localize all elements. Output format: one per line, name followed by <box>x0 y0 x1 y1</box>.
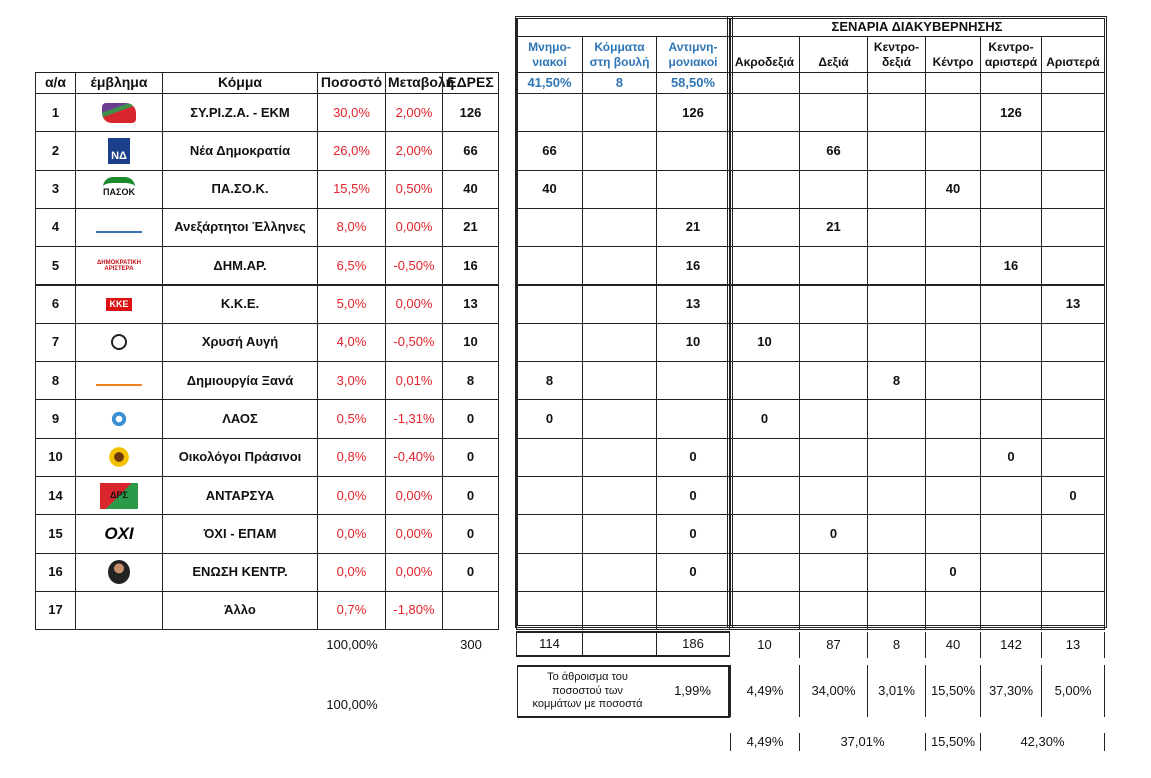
change: -0,50% <box>385 246 443 285</box>
logo-text: ΔΗΜΟΚΡΑΤΙΚΗ ΑΡΙΣΤΕΡΑ <box>96 259 142 272</box>
percentage: 6,5% <box>317 246 386 285</box>
percentage: 26,0% <box>317 131 386 170</box>
dimar-logo-icon <box>96 254 142 278</box>
change: -0,40% <box>385 438 443 477</box>
party-name: Δημιουργία Ξανά <box>162 361 318 400</box>
emblem-cell <box>75 476 163 515</box>
row-number: 1 <box>35 93 76 132</box>
row-number: 2 <box>35 131 76 170</box>
change: 0,50% <box>385 170 443 209</box>
scenario-seats: 13 <box>1041 285 1105 324</box>
scenario-total: 8 <box>868 632 926 658</box>
scenario-percentage: 15,50% <box>926 665 981 717</box>
change: 0,00% <box>385 208 443 247</box>
row-number: 4 <box>35 208 76 247</box>
bloc-seats: 16 <box>656 246 730 285</box>
row-number: 15 <box>35 514 76 553</box>
header-percentage: Ποσοστό <box>317 72 386 94</box>
change: -1,80% <box>385 591 443 630</box>
kke-logo-icon <box>106 298 132 311</box>
scenario-seats: 40 <box>925 170 981 209</box>
bloc-seats: 21 <box>656 208 730 247</box>
seats <box>442 591 499 630</box>
emblem-cell <box>75 246 163 285</box>
grouped-percentage: 4,49% <box>730 733 800 751</box>
scenario-seats: 66 <box>799 131 868 170</box>
emblem-cell <box>75 399 163 438</box>
scenario-seats: 21 <box>799 208 868 247</box>
scenario-group-title: ΣΕΝΑΡΙΑ ΔΙΑΚΥΒΕΡΝΗΣΗΣ <box>729 18 1105 37</box>
seats: 8 <box>442 361 499 400</box>
scenario-seats: 8 <box>867 361 926 400</box>
scenario-seats: 16 <box>980 246 1042 285</box>
bloc-value: 41,50% <box>516 72 583 94</box>
sum-note: Το άθροισμα του ποσοστού των κομμάτων με ποσοστά <box>517 665 657 718</box>
logo-text: ΚΚΕ <box>109 298 129 309</box>
seats: 40 <box>442 170 499 209</box>
party-name: ΔΗΜ.ΑΡ. <box>162 246 318 285</box>
bloc-header: Μνημο- νιακοί <box>516 36 583 73</box>
change: 0,00% <box>385 553 443 592</box>
emblem-cell <box>75 591 163 630</box>
scenario-header: Κεντρο- αριστερά <box>980 36 1042 73</box>
change: 0,00% <box>385 476 443 515</box>
scenario-seats: 126 <box>980 93 1042 132</box>
percentage: 0,5% <box>317 399 386 438</box>
scenario-seats: 0 <box>729 399 800 438</box>
antarsya-logo-icon <box>100 483 138 509</box>
emblem-cell <box>75 131 163 170</box>
total-seats: 300 <box>460 636 482 652</box>
bloc-header: Αντιμνη- μονιακοί <box>656 36 730 73</box>
header-row-number: α/α <box>35 72 76 94</box>
dimiourgia-logo-icon <box>96 376 142 386</box>
bloc-total <box>582 631 657 657</box>
bloc-seats: 0 <box>656 438 730 477</box>
logo-text: ΝΔ <box>111 150 127 163</box>
oxi-logo-icon <box>99 522 139 546</box>
emblem-cell <box>75 361 163 400</box>
anel-logo-icon <box>96 223 142 233</box>
double-border <box>515 16 1107 628</box>
bloc-seats: 40 <box>516 170 583 209</box>
seats: 0 <box>442 514 499 553</box>
percentage: 30,0% <box>317 93 386 132</box>
seats: 21 <box>442 208 499 247</box>
scenario-seats: 10 <box>729 323 800 362</box>
percentage: 0,0% <box>317 514 386 553</box>
bloc-seats: 66 <box>516 131 583 170</box>
row-number: 17 <box>35 591 76 630</box>
bloc-header: Κόμματα στη βουλή <box>582 36 657 73</box>
emblem-cell <box>75 93 163 132</box>
bloc-seats: 0 <box>516 399 583 438</box>
header-change: Μεταβολή <box>385 72 443 94</box>
party-name: Νέα Δημοκρατία <box>162 131 318 170</box>
change: 2,00% <box>385 131 443 170</box>
emblem-cell <box>75 285 163 324</box>
change: -1,31% <box>385 399 443 438</box>
scenario-total: 13 <box>1042 632 1105 658</box>
change: -0,50% <box>385 323 443 362</box>
scenario-percentage: 34,00% <box>800 665 868 717</box>
party-name: Ανεξάρτητοι Έλληνες <box>162 208 318 247</box>
seats: 0 <box>442 438 499 477</box>
bloc-value: 58,50% <box>656 72 730 94</box>
row-number: 5 <box>35 246 76 285</box>
bloc-total: 186 <box>656 631 730 657</box>
pasok-sun-icon <box>103 177 135 201</box>
logo-text: ΠΑΣΟΚ <box>103 186 135 197</box>
row-number: 14 <box>35 476 76 515</box>
bloc-seats: 126 <box>656 93 730 132</box>
percentage: 0,7% <box>317 591 386 630</box>
seats: 13 <box>442 285 499 324</box>
party-name: Άλλο <box>162 591 318 630</box>
row-number: 8 <box>35 361 76 400</box>
emblem-cell <box>75 514 163 553</box>
percentage: 8,0% <box>317 208 386 247</box>
bloc-seats: 0 <box>656 553 730 592</box>
party-name: ΛΑΟΣ <box>162 399 318 438</box>
logo-text: ΟΧΙ <box>104 524 134 544</box>
scenario-header: Δεξιά <box>799 36 868 73</box>
header-party-name: Κόμμα <box>162 72 318 94</box>
bloc-value: 8 <box>582 72 657 94</box>
scenario-total: 142 <box>981 632 1042 658</box>
change: 2,00% <box>385 93 443 132</box>
scenario-percentage: 4,49% <box>730 665 800 717</box>
seats: 0 <box>442 553 499 592</box>
bloc-total: 114 <box>516 631 583 657</box>
percentage: 0,0% <box>317 476 386 515</box>
grouped-percentage: 42,30% <box>981 733 1105 751</box>
party-name: Χρυσή Αυγή <box>162 323 318 362</box>
row-number: 16 <box>35 553 76 592</box>
syriza-flag-icon <box>102 103 136 123</box>
emblem-cell <box>75 208 163 247</box>
scenario-total: 10 <box>730 632 800 658</box>
bloc-seats: 10 <box>656 323 730 362</box>
row-number: 10 <box>35 438 76 477</box>
percentage: 0,0% <box>317 553 386 592</box>
percentage: 3,0% <box>317 361 386 400</box>
emblem-cell <box>75 170 163 209</box>
header-emblem: έμβλημα <box>75 72 163 94</box>
scenario-percentage: 3,01% <box>868 665 926 717</box>
scenario-seats: 0 <box>925 553 981 592</box>
scenario-header: Αριστερά <box>1041 36 1105 73</box>
xa-meander-icon <box>111 334 127 350</box>
percentage: 5,0% <box>317 285 386 324</box>
laos-logo-icon <box>108 408 130 430</box>
scenario-header: Ακροδεξιά <box>729 36 800 73</box>
double-border <box>727 16 733 628</box>
bloc-seats: 0 <box>656 514 730 553</box>
sum-left-percentage: 100,00% <box>326 696 378 712</box>
row-number: 9 <box>35 399 76 438</box>
total-percentage: 100,00% <box>326 636 378 652</box>
percentage: 4,0% <box>317 323 386 362</box>
party-name: ΠΑ.ΣΟ.Κ. <box>162 170 318 209</box>
nd-logo-icon <box>108 138 130 164</box>
change: 0,00% <box>385 514 443 553</box>
seats: 66 <box>442 131 499 170</box>
grouped-percentage: 15,50% <box>926 733 981 751</box>
scenario-header: Κέντρο <box>925 36 981 73</box>
emblem-cell <box>75 323 163 362</box>
scenario-percentage: 5,00% <box>1042 665 1105 717</box>
scenario-seats: 0 <box>799 514 868 553</box>
sunflower-icon <box>108 446 130 468</box>
scenario-total: 87 <box>800 632 868 658</box>
scenario-percentage: 37,30% <box>981 665 1042 717</box>
person-portrait-icon <box>108 560 130 584</box>
scenario-seats: 0 <box>980 438 1042 477</box>
emblem-cell <box>75 438 163 477</box>
party-name: Κ.Κ.Ε. <box>162 285 318 324</box>
scenario-total: 40 <box>926 632 981 658</box>
seats: 0 <box>442 399 499 438</box>
seats: 16 <box>442 246 499 285</box>
change: 0,00% <box>385 285 443 324</box>
party-name: ΣΥ.ΡΙ.Ζ.Α. - ΕΚΜ <box>162 93 318 132</box>
party-name: ΑΝΤΑΡΣΥΑ <box>162 476 318 515</box>
scenario-header: Κεντρο- δεξιά <box>867 36 926 73</box>
party-name: Οικολόγοι Πράσινοι <box>162 438 318 477</box>
scenario-seats: 0 <box>1041 476 1105 515</box>
row-number: 6 <box>35 285 76 324</box>
change: 0,01% <box>385 361 443 400</box>
seats: 10 <box>442 323 499 362</box>
sum-note-value: 1,99% <box>657 665 730 718</box>
bloc-seats: 13 <box>656 285 730 324</box>
header-seats: ΕΔΡΕΣ <box>442 72 499 94</box>
row-number: 3 <box>35 170 76 209</box>
bloc-seats: 8 <box>516 361 583 400</box>
seats: 0 <box>442 476 499 515</box>
row-number: 7 <box>35 323 76 362</box>
grouped-percentage: 37,01% <box>800 733 926 751</box>
bloc-seats: 0 <box>656 476 730 515</box>
percentage: 15,5% <box>317 170 386 209</box>
party-name: ΌΧΙ - ΕΠΑΜ <box>162 514 318 553</box>
logo-text: ΔΡΣ <box>110 490 128 501</box>
seats: 126 <box>442 93 499 132</box>
party-name: ΕΝΩΣΗ ΚΕΝΤΡ. <box>162 553 318 592</box>
emblem-cell <box>75 553 163 592</box>
percentage: 0,8% <box>317 438 386 477</box>
